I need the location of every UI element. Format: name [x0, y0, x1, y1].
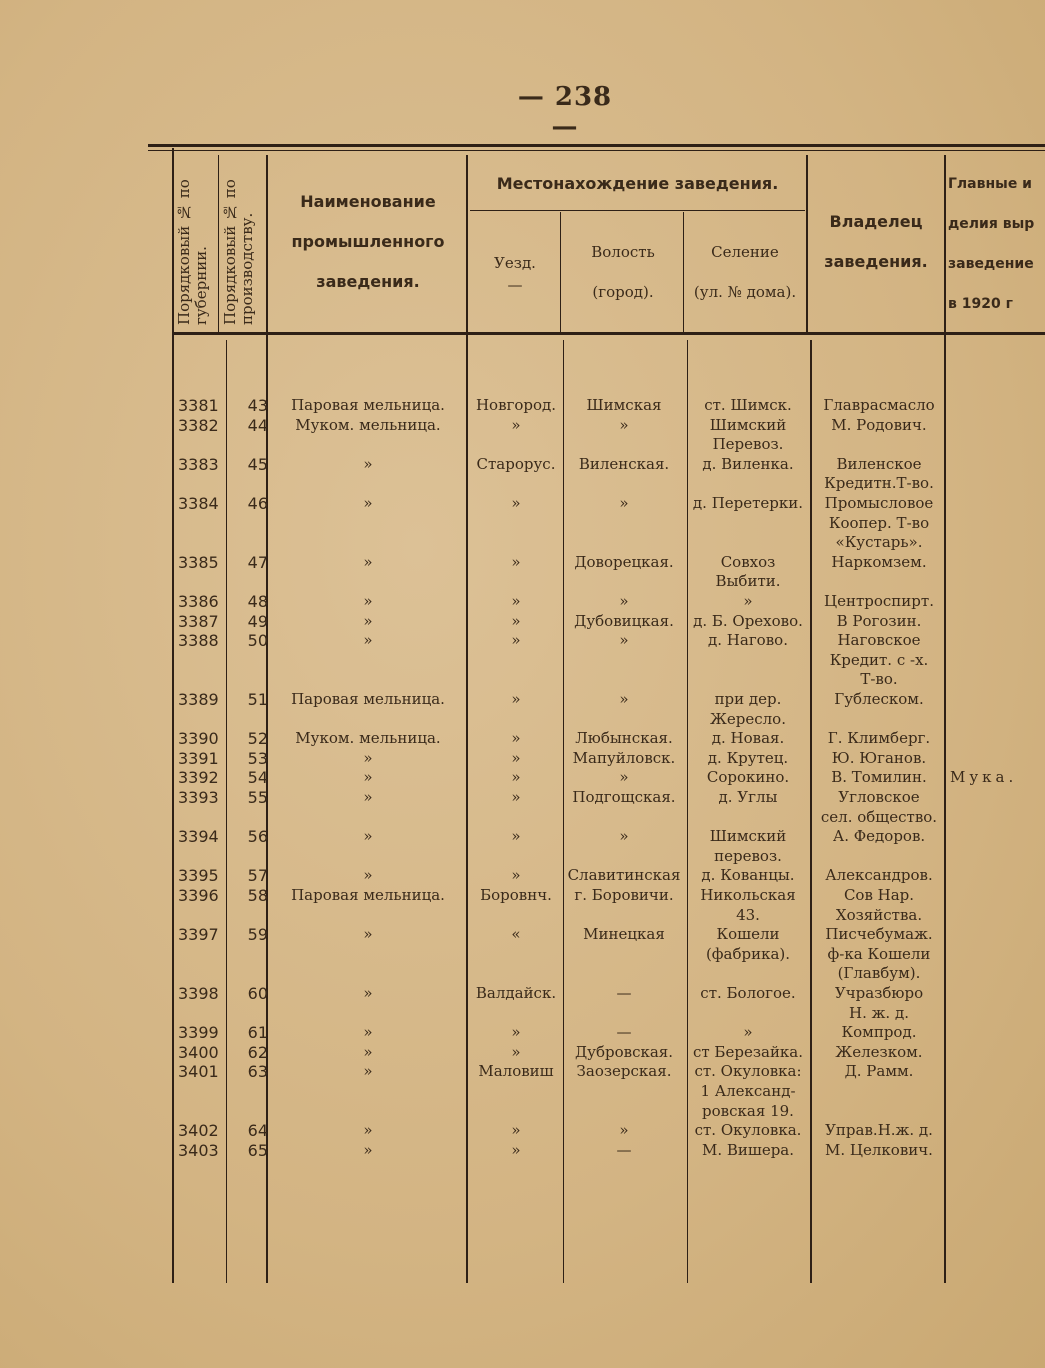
cell-selo: »	[743, 592, 753, 610]
cell-uezd: »	[511, 768, 521, 787]
cell-name: »	[363, 1121, 373, 1140]
cell-owner: Виленское	[836, 454, 922, 473]
cell-owner: Управ.Н.ж. д.	[825, 1121, 933, 1140]
cell-volost: »	[619, 494, 629, 512]
cell-uezd: Маловиш	[478, 1062, 554, 1081]
cell-owner: Главрасмасло	[823, 396, 935, 414]
cell-nr-industry: 64	[247, 1121, 268, 1141]
cell-owner: сел. общество.	[820, 807, 938, 826]
cell-nr-industry: 60	[247, 984, 268, 1003]
col-divider	[560, 212, 561, 333]
cell-selo: М. Вишера.	[701, 1140, 795, 1159]
cell-name: »	[363, 454, 373, 473]
cell-nr-industry: 45	[247, 454, 268, 474]
cell-uezd: »	[511, 827, 521, 846]
cell-owner: Коопер. Т-во	[828, 513, 930, 532]
cell-volost: »	[619, 768, 629, 787]
cell-uezd: Новгород.	[475, 396, 557, 414]
cell-owner: Гублеском.	[834, 690, 924, 708]
col-divider	[218, 155, 219, 333]
cell-nr-industry: 47	[247, 552, 268, 572]
cell-selo: д. Новая.	[711, 729, 785, 748]
cell-name: »	[363, 494, 373, 512]
cell-volost: »	[619, 827, 629, 846]
cell-nr-industry: 51	[247, 690, 268, 709]
cell-selo: ст Березайка.	[692, 1042, 804, 1061]
cell-owner: Александров.	[825, 866, 933, 885]
header-uezd-line: Уезд.	[494, 254, 536, 272]
header-products-line: Главные и	[948, 176, 1032, 192]
cell-uezd: »	[511, 552, 521, 571]
cell-uezd: »	[511, 866, 521, 885]
cell-name: Муком. мельница.	[295, 729, 441, 748]
cell-volost: Заозерская.	[576, 1062, 672, 1081]
cell-nr-industry: 61	[247, 1023, 268, 1043]
header-selo	[684, 232, 806, 312]
cell-volost: »	[619, 690, 629, 708]
cell-uezd: »	[511, 1121, 521, 1140]
cell-uezd: »	[511, 729, 521, 748]
cell-owner: Ю. Юганов.	[831, 748, 927, 767]
cell-nr-province: 3398	[178, 984, 219, 1003]
cell-uezd: »	[511, 592, 521, 610]
cell-nr-industry: 44	[247, 415, 268, 435]
cell-nr-province: 3387	[178, 611, 219, 631]
cell-volost: »	[619, 1121, 629, 1140]
cell-nr-province: 3401	[178, 1062, 219, 1082]
cell-name: »	[363, 1023, 373, 1042]
cell-selo: Кошели	[716, 925, 780, 944]
cell-selo: при дер.	[714, 690, 782, 708]
cell-owner: Д. Рамм.	[844, 1062, 914, 1081]
cell-volost: —	[616, 1023, 632, 1042]
cell-volost: г. Боровичи.	[574, 886, 674, 904]
cell-owner: Кредит. с -х.	[829, 650, 929, 669]
cell-selo: ровская 19.	[702, 1101, 794, 1120]
header-name-line: заведения.	[316, 272, 420, 291]
cell-uezd: »	[511, 611, 521, 630]
cell-volost: »	[619, 592, 629, 610]
cell-volost: Минецкая	[583, 925, 665, 944]
header-owner-line: заведения.	[824, 252, 928, 271]
cell-selo: Шимский	[709, 827, 787, 846]
page-number: — 238 —	[517, 82, 613, 142]
cell-owner: Промысловое	[824, 494, 934, 512]
cell-selo: ст. Шимск.	[704, 396, 792, 414]
header-products-line: делия выр	[948, 216, 1035, 232]
cell-name: »	[363, 1042, 373, 1061]
cell-nr-province: 3386	[178, 592, 219, 611]
cell-uezd: »	[511, 415, 521, 434]
header-volost	[563, 232, 683, 312]
top-rule-thin	[148, 150, 1045, 151]
cell-volost: Любынская.	[575, 729, 673, 748]
cell-nr-province: 3381	[178, 396, 219, 415]
cell-selo: д. Крутец.	[707, 748, 789, 767]
cell-name: »	[363, 984, 373, 1002]
cell-owner: Наговское	[837, 631, 921, 650]
header-products-line: заведение	[948, 256, 1034, 272]
cell-owner: Сов Нар.	[843, 886, 915, 904]
cell-owner: Железком.	[835, 1042, 923, 1061]
cell-name: »	[363, 631, 373, 650]
cell-nr-province: 3392	[178, 768, 219, 788]
header-volost-line: Волость	[591, 243, 655, 261]
cell-selo: Никольская	[700, 886, 796, 904]
cell-volost: Славитинская	[567, 866, 681, 885]
cell-name: »	[363, 827, 373, 846]
header-name	[270, 182, 466, 302]
cell-selo: Выбити.	[715, 572, 781, 591]
cell-name: Муком. мельница.	[295, 415, 441, 434]
header-nr-province: Порядковый № по губернии.	[175, 179, 210, 325]
cell-nr-industry: 53	[247, 748, 268, 768]
cell-nr-industry: 46	[247, 494, 268, 513]
cell-uezd: Боровнч.	[480, 886, 552, 904]
cell-selo: Совхоз	[720, 552, 776, 571]
cell-owner: «Кустарь».	[835, 533, 923, 552]
cell-name: »	[363, 925, 373, 944]
cell-owner: В Рогозин.	[836, 611, 922, 630]
header-name-line: Наименование	[300, 192, 436, 211]
cell-selo: (фабрика).	[705, 944, 791, 963]
cell-nr-province: 3383	[178, 454, 219, 474]
col-divider	[266, 155, 268, 1283]
cell-nr-industry: 48	[247, 592, 268, 611]
cell-nr-industry: 49	[247, 611, 268, 631]
cell-volost: Дубовицкая.	[574, 611, 674, 630]
cell-name: Паровая мельница.	[291, 690, 445, 708]
cell-name: »	[363, 1062, 373, 1081]
cell-volost: »	[619, 631, 629, 650]
header-volost-line: (город).	[592, 283, 654, 301]
cell-owner: А. Федоров.	[832, 827, 926, 846]
cell-name: »	[363, 748, 373, 767]
header-uezd	[470, 252, 560, 296]
header-bottom-rule	[172, 332, 1045, 335]
cell-uezd: »	[511, 1042, 521, 1061]
cell-selo: ст. Окуловка.	[694, 1121, 802, 1140]
cell-volost: Подгощская.	[572, 788, 676, 806]
cell-owner: Центроспирт.	[824, 592, 934, 610]
cell-name: »	[363, 866, 373, 885]
cell-selo: д. Б. Орехово.	[693, 611, 803, 630]
cell-uezd: »	[511, 494, 521, 512]
header-selo-line: Селение	[711, 243, 779, 261]
col-divider	[944, 155, 946, 1283]
header-nr-industry: Порядковый № по производству.	[221, 179, 256, 325]
cell-selo: перевоз.	[714, 846, 782, 865]
cell-nr-industry: 57	[247, 866, 268, 886]
cell-volost: Дубровская.	[574, 1042, 674, 1061]
cell-selo: 43.	[736, 905, 760, 924]
cell-nr-industry: 50	[247, 631, 268, 651]
cell-selo: Жересло.	[710, 709, 786, 728]
cell-nr-industry: 55	[247, 788, 268, 807]
cell-nr-province: 3399	[178, 1023, 219, 1043]
cell-selo: »	[743, 1023, 753, 1042]
cell-nr-province: 3403	[178, 1140, 219, 1160]
header-uezd-line: —	[507, 276, 523, 294]
cell-nr-province: 3391	[178, 748, 219, 768]
cell-owner: Кредитн.Т-во.	[824, 474, 934, 493]
cell-uezd: »	[511, 1140, 521, 1159]
cell-owner: (Главбум).	[837, 964, 921, 983]
cell-selo: д. Нагово.	[708, 631, 788, 650]
cell-name: »	[363, 1140, 373, 1159]
cell-name: »	[363, 592, 373, 610]
cell-nr-province: 3385	[178, 552, 219, 572]
cell-nr-industry: 58	[247, 886, 268, 905]
cell-owner: Н. ж. д.	[849, 1003, 909, 1022]
cell-nr-province: 3402	[178, 1121, 219, 1141]
cell-owner: М. Родович.	[831, 415, 927, 434]
col-divider	[466, 155, 468, 1283]
cell-uezd: Старорус.	[476, 454, 556, 473]
cell-uezd: »	[511, 690, 521, 708]
cell-owner: ф-ка Кошели	[827, 944, 931, 963]
cell-nr-province: 3388	[178, 631, 219, 651]
cell-owner: М. Целкович.	[825, 1140, 933, 1159]
cell-selo: д. Перетерки.	[692, 494, 804, 512]
header-location-group: Местонахождение заведения.	[496, 174, 779, 193]
cell-nr-province: 3390	[178, 729, 219, 749]
cell-owner: Г. Климберг.	[827, 729, 931, 748]
cell-uezd: «	[511, 925, 521, 944]
cell-owner: Компрод.	[841, 1023, 917, 1042]
cell-owner: В. Томилин.	[831, 768, 927, 787]
cell-owner: Угловское	[838, 788, 920, 806]
cell-selo: 1 Александ-	[700, 1082, 796, 1100]
cell-selo: Шимский	[709, 415, 787, 434]
cell-name: Паровая мельница.	[291, 886, 445, 904]
cell-selo: ст. Окуловка:	[694, 1062, 802, 1081]
cell-owner: Хозяйства.	[835, 905, 923, 924]
cell-selo: ст. Бологое.	[700, 984, 796, 1002]
top-rule	[148, 144, 1045, 147]
cell-volost: »	[619, 415, 629, 434]
cell-nr-province: 3394	[178, 827, 219, 847]
cell-nr-industry: 59	[247, 925, 268, 945]
cell-selo: д. Углы	[718, 788, 778, 806]
cell-name: »	[363, 611, 373, 630]
cell-volost: Доворецкая.	[574, 552, 674, 571]
cell-nr-industry: 65	[247, 1140, 268, 1160]
header-name-line: промышленного	[291, 232, 445, 251]
cell-name: Паровая мельница.	[291, 396, 445, 414]
cell-nr-province: 3397	[178, 925, 219, 945]
cell-volost: Мапуйловск.	[572, 748, 676, 767]
cell-nr-province: 3393	[178, 788, 219, 807]
cell-uezd: Валдайск.	[475, 984, 557, 1002]
header-products	[948, 164, 1045, 324]
cell-owner: Т-во.	[860, 670, 898, 689]
header-products-line: в 1920 г	[948, 296, 1013, 312]
header-owner	[808, 202, 944, 282]
cell-nr-industry: 52	[247, 729, 268, 749]
cell-volost: Виленская.	[578, 454, 670, 473]
cell-selo: д. Кованцы.	[701, 866, 795, 885]
cell-uezd: »	[511, 748, 521, 767]
cell-nr-province: 3382	[178, 415, 219, 435]
cell-uezd: »	[511, 631, 521, 650]
cell-nr-province: 3400	[178, 1042, 219, 1062]
location-subheader-rule	[470, 210, 805, 211]
cell-owner: Наркомзем.	[831, 552, 927, 571]
cell-nr-province: 3389	[178, 690, 219, 709]
cell-volost: Шимская	[586, 396, 662, 414]
cell-selo: д. Виленка.	[702, 454, 794, 473]
cell-owner: Писчебумаж.	[825, 925, 933, 944]
cell-nr-industry: 56	[247, 827, 268, 847]
cell-name: »	[363, 788, 373, 806]
cell-selo: Сорокино.	[706, 768, 790, 787]
cell-selo: Перевоз.	[712, 435, 784, 454]
cell-uezd: »	[511, 788, 521, 806]
cell-uezd: »	[511, 1023, 521, 1042]
cell-nr-industry: 43	[247, 396, 268, 415]
cell-nr-province: 3395	[178, 866, 219, 886]
cell-volost: —	[616, 984, 632, 1002]
header-selo-line: (ул. № дома).	[693, 283, 797, 301]
cell-name: »	[363, 768, 373, 787]
cell-nr-industry: 62	[247, 1042, 268, 1062]
cell-nr-industry: 63	[247, 1062, 268, 1082]
cell-volost: —	[616, 1140, 632, 1159]
cell-nr-industry: 54	[247, 768, 268, 788]
cell-name: »	[363, 552, 373, 571]
cell-owner: Учразбюро	[834, 984, 924, 1002]
cell-product: Мука.	[950, 768, 1018, 787]
cell-nr-province: 3384	[178, 494, 219, 513]
cell-nr-province: 3396	[178, 886, 219, 905]
header-owner-line: Владелец	[829, 212, 923, 231]
col-divider	[172, 148, 174, 1283]
